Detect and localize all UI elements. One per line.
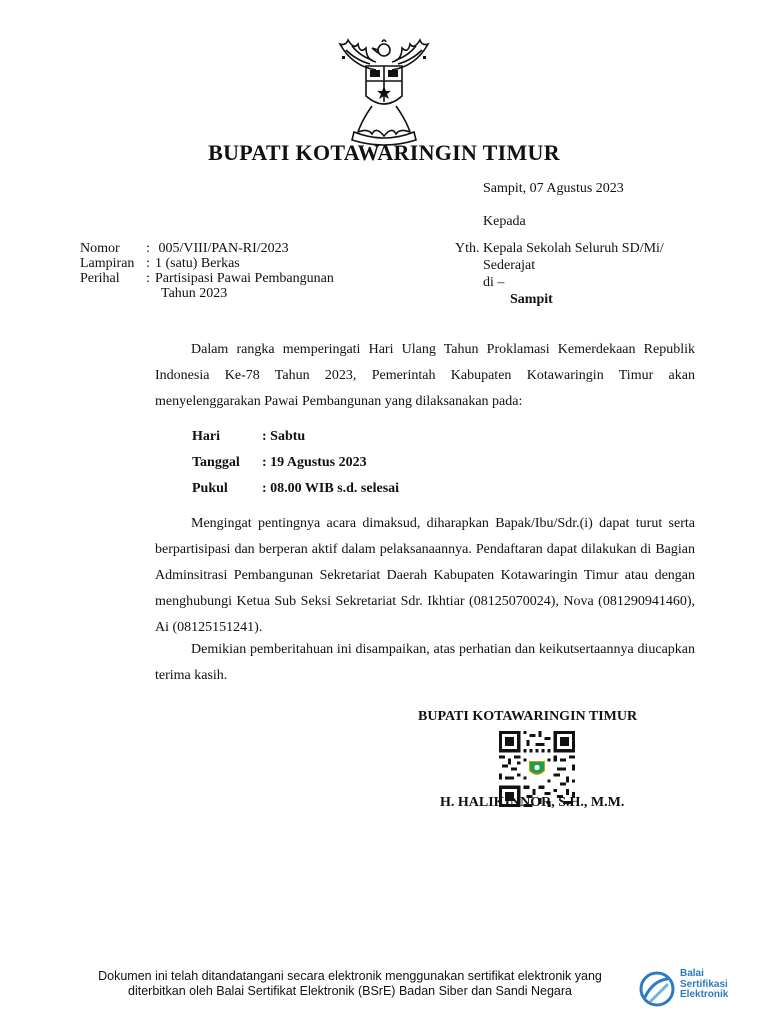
detail-key: Pukul bbox=[192, 481, 228, 496]
recipient-heading: Kepada bbox=[483, 214, 526, 229]
bsre-logo-icon bbox=[637, 971, 677, 1007]
recipient-line: Kepala Sekolah Seluruh SD/Mi/ bbox=[483, 241, 664, 256]
bsre-logo-line: Elektronik bbox=[680, 989, 729, 1000]
meta-row-lampiran bbox=[80, 256, 334, 271]
meta-sep: : bbox=[146, 271, 150, 286]
meta-row-perihal bbox=[80, 271, 334, 286]
bsre-logo-line: Sertifikasi bbox=[680, 978, 728, 990]
detail-key: Hari bbox=[192, 429, 220, 444]
paragraph-closing bbox=[155, 637, 695, 689]
paragraph-participation bbox=[155, 511, 695, 641]
letter-meta bbox=[80, 241, 334, 301]
detail-row bbox=[192, 476, 399, 502]
meta-row-nomor bbox=[80, 241, 334, 256]
meta-key: Nomor bbox=[80, 241, 120, 256]
footer-line: Dokumen ini telah ditandatangani secara elektronik menggunakan sertifikat elektronik yang bbox=[98, 969, 602, 983]
recipient-city: Sampit bbox=[510, 292, 553, 307]
meta-key: Perihal bbox=[80, 271, 120, 286]
meta-sep: : bbox=[146, 241, 150, 256]
detail-value: : 08.00 WIB s.d. selesai bbox=[262, 481, 400, 496]
garuda-emblem-icon bbox=[332, 36, 436, 148]
bsre-logo-line: Balai bbox=[680, 968, 704, 979]
recipient-block bbox=[455, 240, 715, 308]
meta-value: 1 (satu) Berkas bbox=[155, 256, 240, 271]
page-title: BUPATI KOTAWARINGIN TIMUR bbox=[208, 140, 560, 165]
meta-value-continuation: Tahun 2023 bbox=[161, 286, 228, 301]
meta-value: Partisipasi Pawai Pembangunan bbox=[155, 271, 334, 286]
paragraph-intro bbox=[155, 337, 695, 415]
event-details bbox=[192, 424, 399, 502]
paragraph-text: Mengingat pentingnya acara dimaksud, diharapkan Bapak/Ibu/Sdr.(i) dapat turut serta berpartisipasi dan berperan aktif dalam pelaksanaannya. Pendaftaran dapat dilakukan di Bagian Adminsitrasi Pembangunan Sekretariat Daerah Kabupaten Kotawaringin Timur atau dengan menghubungi Ketua Sub Seksi Sekretariat Sdr. Ikhtiar (08125070024), Nova (081290941460), Ai (08125151241). bbox=[155, 516, 695, 635]
esign-footer bbox=[70, 969, 630, 999]
signature-title: BUPATI KOTAWARINGIN TIMUR bbox=[418, 709, 638, 724]
detail-row bbox=[192, 424, 399, 450]
meta-key: Lampiran bbox=[80, 256, 135, 271]
meta-value: 005/VIII/PAN-RI/2023 bbox=[155, 241, 289, 256]
detail-value: : Sabtu bbox=[262, 429, 306, 444]
signatory-name: H. HALIKINNOR, S.H., M.M. bbox=[440, 795, 625, 810]
recipient-line: Sederajat bbox=[483, 258, 536, 273]
place-date: Sampit, 07 Agustus 2023 bbox=[483, 181, 624, 196]
detail-key: Tanggal bbox=[192, 455, 240, 470]
meta-sep: : bbox=[146, 256, 150, 271]
paragraph-text: Demikian pemberitahuan ini disampaikan, atas perhatian dan keikutsertaannya diucapkan terima kasih. bbox=[155, 642, 695, 683]
bsre-logo-text bbox=[680, 969, 728, 1001]
detail-value: : 19 Agustus 2023 bbox=[262, 455, 367, 470]
recipient-line: di – bbox=[483, 275, 505, 290]
recipient-label: Yth. bbox=[455, 241, 480, 256]
footer-line: diterbitkan oleh Balai Sertifikat Elektronik (BSrE) Badan Siber dan Sandi Negara bbox=[128, 984, 572, 998]
detail-row bbox=[192, 450, 399, 476]
paragraph-text: Dalam rangka memperingati Hari Ulang Tahun Proklamasi Kemerdekaan Republik Indonesia Ke-78 Tahun 2023, Pemerintah Kabupaten Kotawaringin Timur akan menyelenggarakan Pawai Pembangunan yang dilaksanakan pada: bbox=[155, 342, 695, 409]
